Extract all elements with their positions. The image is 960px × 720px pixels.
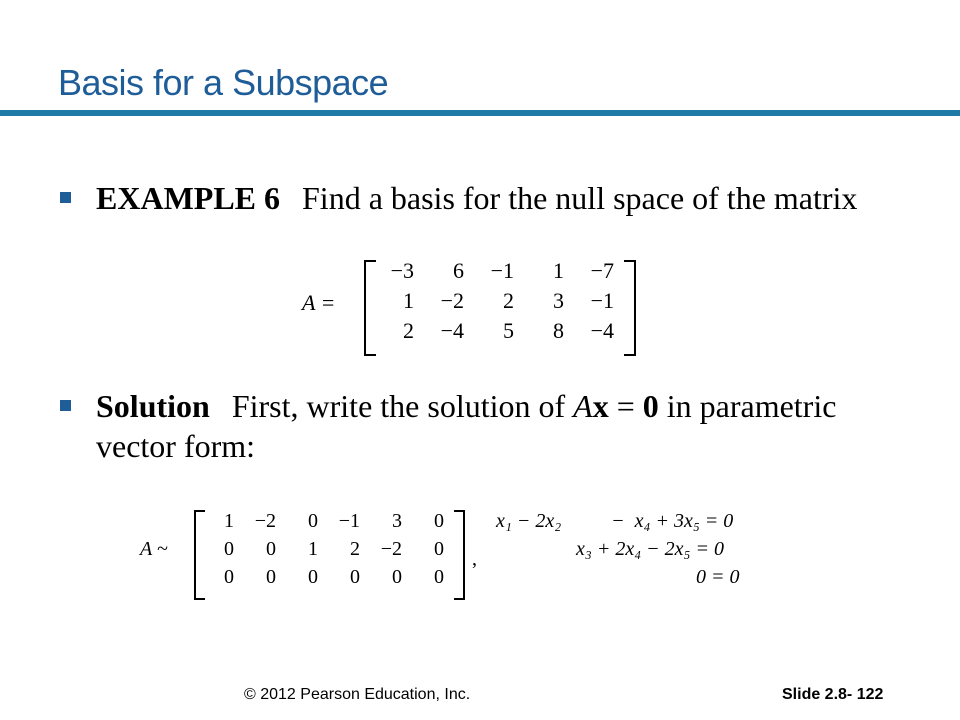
matrix-a-cell: 6 [453, 258, 464, 283]
solution-var-x: x [592, 388, 609, 424]
matrix-reduced-cell: 0 [392, 566, 402, 588]
matrix-reduced-cell: 0 [266, 566, 276, 588]
matrix-reduced-cell: 0 [434, 566, 444, 588]
matrix-a-cell: 3 [553, 288, 564, 313]
equation-line-3: 0 = 0 [496, 566, 740, 588]
matrix-a-cell: −2 [440, 288, 464, 313]
equation-line-2: x₃ + 2x₄ − 2x₅ = 0 [496, 538, 724, 560]
matrix-reduced-comma: , [472, 548, 477, 570]
matrix-a-right-bracket [624, 260, 636, 356]
equation-line-1: x₁ − 2x₂ − x₄ + 3x₅ = 0 [496, 510, 734, 532]
footer-copyright: © 2012 Pearson Education, Inc. [244, 686, 471, 703]
title-divider [0, 110, 960, 116]
matrix-reduced [140, 506, 490, 602]
matrix-a-cell: −1 [590, 288, 614, 313]
matrix-reduced-cell: 0 [224, 538, 234, 560]
solution-var-a: A [573, 388, 593, 424]
matrix-a-cell: 2 [503, 288, 514, 313]
solution-lead: Solution [96, 388, 210, 424]
example-text: Find a basis for the null space of the matrix [302, 180, 858, 216]
matrix-a-cell: 5 [503, 318, 514, 343]
matrix-reduced-cell: 2 [350, 538, 360, 560]
matrix-a [302, 256, 642, 356]
matrix-reduced-cell: 0 [434, 538, 444, 560]
matrix-reduced-right-bracket [454, 510, 465, 600]
matrix-reduced-cell: 0 [308, 566, 318, 588]
matrix-reduced-cell: −2 [254, 510, 276, 532]
matrix-reduced-cell: 0 [350, 566, 360, 588]
matrix-a-cell: 1 [403, 288, 414, 313]
matrix-a-cell: −3 [390, 258, 414, 283]
matrix-a-label: A = [302, 290, 336, 315]
matrix-reduced-cell: −2 [380, 538, 402, 560]
matrix-a-cell: 1 [553, 258, 564, 283]
matrix-a-cell: −1 [490, 258, 514, 283]
matrix-reduced-cell: 0 [434, 510, 444, 532]
matrix-reduced-cell: 1 [308, 538, 318, 560]
matrix-a-cell: −7 [590, 258, 614, 283]
solution-text-post: in parametric vector form: [96, 388, 837, 464]
bullet-square-icon [60, 400, 71, 411]
matrix-reduced-cell: −1 [338, 510, 360, 532]
slide-title: Basis for a Subspace [58, 62, 389, 103]
matrix-a-cell: 8 [553, 318, 564, 343]
equation-system [496, 510, 836, 600]
bullet-square-icon [60, 192, 71, 203]
matrix-reduced-cell: 0 [224, 566, 234, 588]
footer-slide-number: Slide 2.8- 122 [782, 686, 884, 703]
solution-eq: = [608, 388, 643, 424]
solution-zero-vector: 0 [642, 388, 659, 424]
matrix-reduced-cell: 0 [308, 510, 318, 532]
matrix-a-cell: −4 [440, 318, 464, 343]
matrix-reduced-cell: 3 [392, 510, 402, 532]
matrix-reduced-cell: 0 [266, 538, 276, 560]
solution-text-pre: First, write the solution of [231, 388, 574, 424]
matrix-a-cell: −4 [590, 318, 614, 343]
matrix-a-cell: 2 [403, 318, 414, 343]
matrix-reduced-label: A ~ [140, 538, 168, 560]
matrix-reduced-cell: 1 [224, 510, 234, 532]
example-lead: EXAMPLE 6 [96, 180, 280, 216]
